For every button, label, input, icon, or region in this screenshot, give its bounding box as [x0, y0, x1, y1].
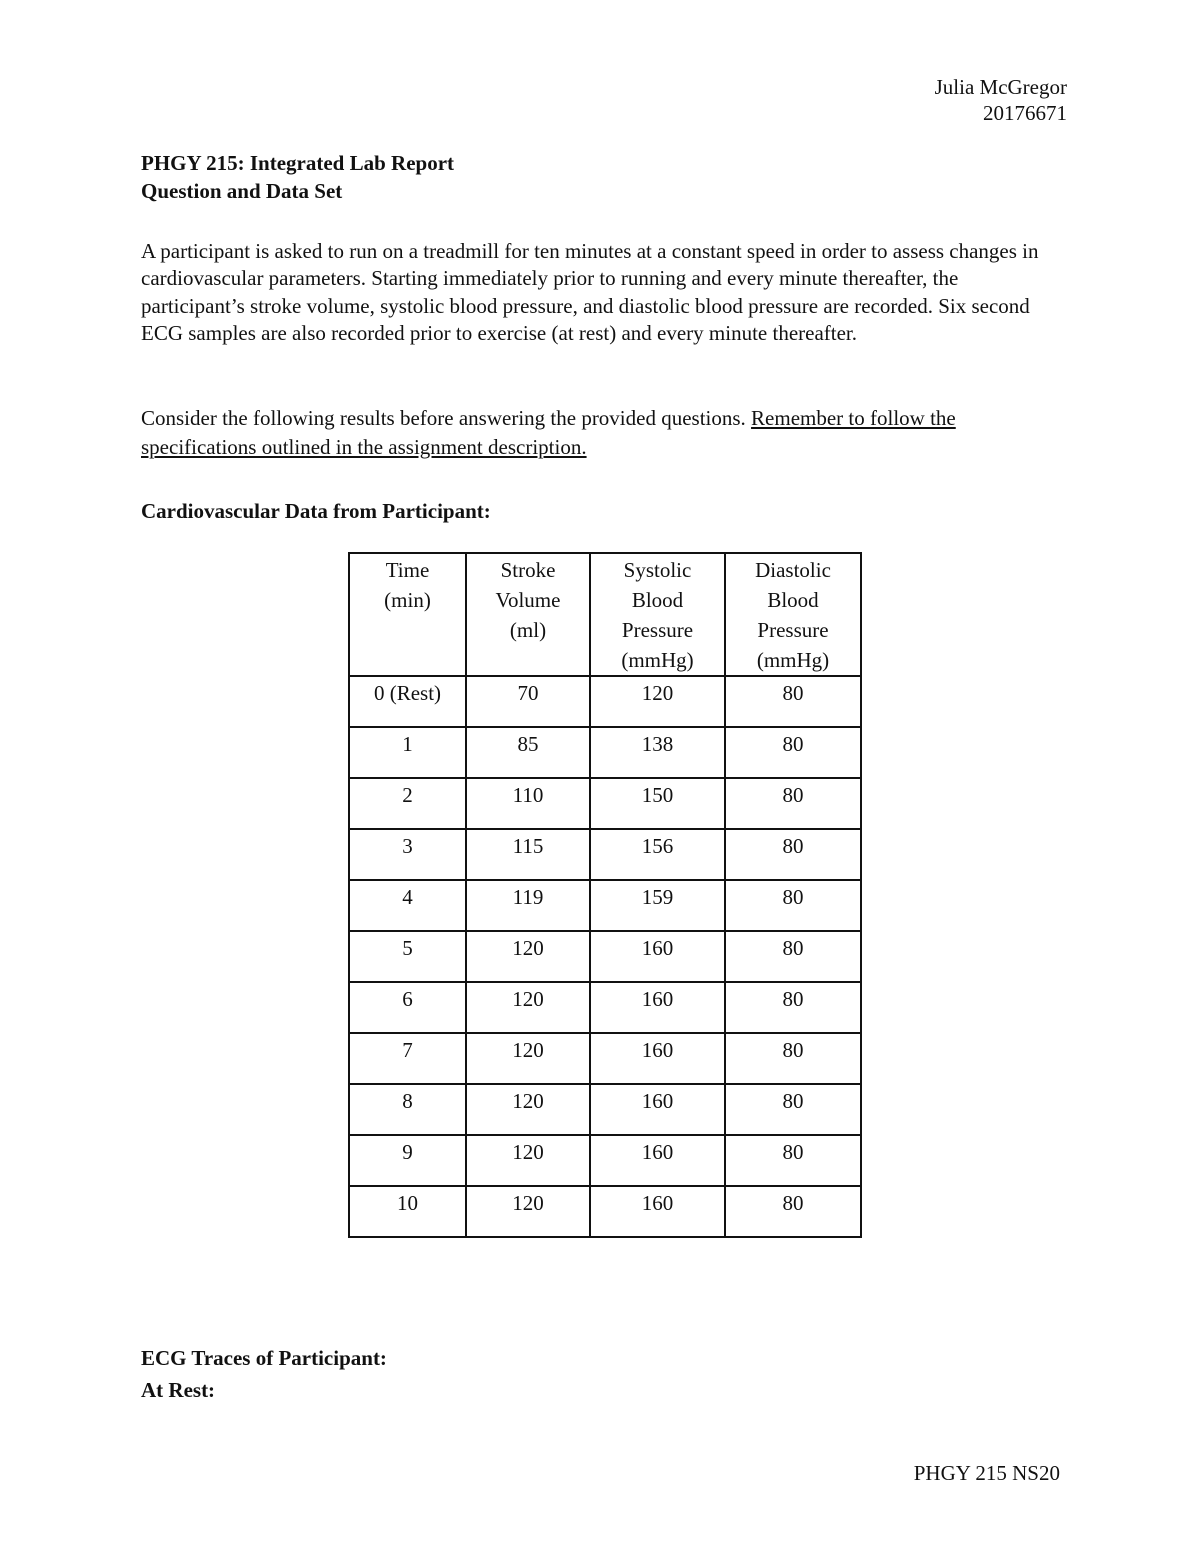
table-cell: 120 [466, 931, 590, 982]
header-line: (mmHg) [621, 648, 694, 672]
table-row [349, 727, 861, 778]
author-name: Julia McGregor [934, 75, 1067, 99]
table-cell: 160 [590, 1033, 725, 1084]
instruction-text: Consider the following results before answering the provided questions. [141, 406, 752, 430]
table-cell: 160 [590, 982, 725, 1033]
header-line: Blood [631, 588, 684, 612]
table-cell: 120 [466, 1033, 590, 1084]
author-header [935, 74, 1067, 126]
table-cell: 8 [349, 1084, 466, 1135]
cardiovascular-data-heading: Cardiovascular Data from Participant: [141, 499, 491, 523]
table-cell: 4 [349, 880, 466, 931]
table-cell: 150 [590, 778, 725, 829]
table-cell: 80 [725, 727, 861, 778]
table-cell: 120 [590, 676, 725, 727]
table-cell: 80 [725, 931, 861, 982]
table-cell: 160 [590, 1135, 725, 1186]
table-cell: 110 [466, 778, 590, 829]
table-cell: 3 [349, 829, 466, 880]
stroke-volume-column-header [466, 553, 590, 676]
footer-course-code: PHGY 215 NS20 [913, 1461, 1060, 1485]
header-line: (mmHg) [756, 648, 830, 672]
table-cell: 80 [725, 1084, 861, 1135]
table-row [349, 778, 861, 829]
header-line: Volume [495, 588, 561, 612]
table-row [349, 880, 861, 931]
table-cell: 80 [725, 829, 861, 880]
table-row [349, 829, 861, 880]
table-cell: 159 [590, 880, 725, 931]
table-cell: 80 [725, 982, 861, 1033]
diastolic-bp-column-header [725, 553, 861, 676]
table-cell: 120 [466, 1186, 590, 1237]
table-row [349, 931, 861, 982]
table-cell: 70 [466, 676, 590, 727]
table-cell: 5 [349, 931, 466, 982]
table-cell: 1 [349, 727, 466, 778]
intro-paragraph: A participant is asked to run on a treadmill for ten minutes at a constant speed in order to assess changes in cardiovascular parameters. Starting immediately prior to running and every minute thereafter, the participant’s stroke volume, systolic blood pressure, and diastolic blood pressure are recorded. Six second ECG samples are also recorded prior to exercise (at rest) and every minute thereafter. [141, 239, 1039, 345]
title-line-2: Question and Data Set [141, 179, 343, 203]
table-row [349, 1084, 861, 1135]
instruction-paragraph [141, 404, 1066, 462]
header-line: Systolic [623, 558, 692, 582]
header-line: Blood [767, 588, 819, 612]
title-line-1: PHGY 215: Integrated Lab Report [141, 151, 455, 175]
table-cell: 2 [349, 778, 466, 829]
header-line: Time [385, 558, 430, 582]
table-cell: 9 [349, 1135, 466, 1186]
table-header-row [349, 553, 861, 676]
table-cell: 80 [725, 1135, 861, 1186]
header-line: Pressure [757, 618, 829, 642]
table-row [349, 982, 861, 1033]
table-cell: 138 [590, 727, 725, 778]
table-cell: 7 [349, 1033, 466, 1084]
table-cell: 160 [590, 931, 725, 982]
cardiovascular-data-table [348, 552, 862, 1238]
table-cell: 80 [725, 778, 861, 829]
table-cell: 115 [466, 829, 590, 880]
table-cell: 6 [349, 982, 466, 1033]
document-title [141, 149, 454, 205]
ecg-traces-heading: ECG Traces of Participant: [141, 1346, 387, 1370]
at-rest-heading: At Rest: [141, 1378, 216, 1402]
systolic-bp-column-header [590, 553, 725, 676]
table-cell: 80 [725, 1186, 861, 1237]
header-line: Pressure [621, 618, 694, 642]
table-cell: 160 [590, 1084, 725, 1135]
student-id: 20176671 [983, 101, 1067, 125]
table-cell: 10 [349, 1186, 466, 1237]
table-cell: 119 [466, 880, 590, 931]
table-cell: 120 [466, 1135, 590, 1186]
table-cell: 80 [725, 880, 861, 931]
table-cell: 120 [466, 982, 590, 1033]
table-row [349, 1186, 861, 1237]
table-row [349, 1135, 861, 1186]
header-line: Stroke [500, 558, 556, 582]
table-cell: 80 [725, 676, 861, 727]
table-cell: 120 [466, 1084, 590, 1135]
header-line: (min) [384, 588, 431, 612]
header-line: Diastolic [755, 558, 831, 582]
table-cell: 80 [725, 1033, 861, 1084]
table-cell: 160 [590, 1186, 725, 1237]
instruction-underlined: Remember to follow the specifications outlined in the assignment description. [141, 406, 956, 459]
table-cell: 85 [466, 727, 590, 778]
table-cell: 156 [590, 829, 725, 880]
table-cell: 0 (Rest) [349, 676, 466, 727]
table-row [349, 676, 861, 727]
time-column-header [349, 553, 466, 676]
header-line: (ml) [509, 618, 547, 642]
table-row [349, 1033, 861, 1084]
